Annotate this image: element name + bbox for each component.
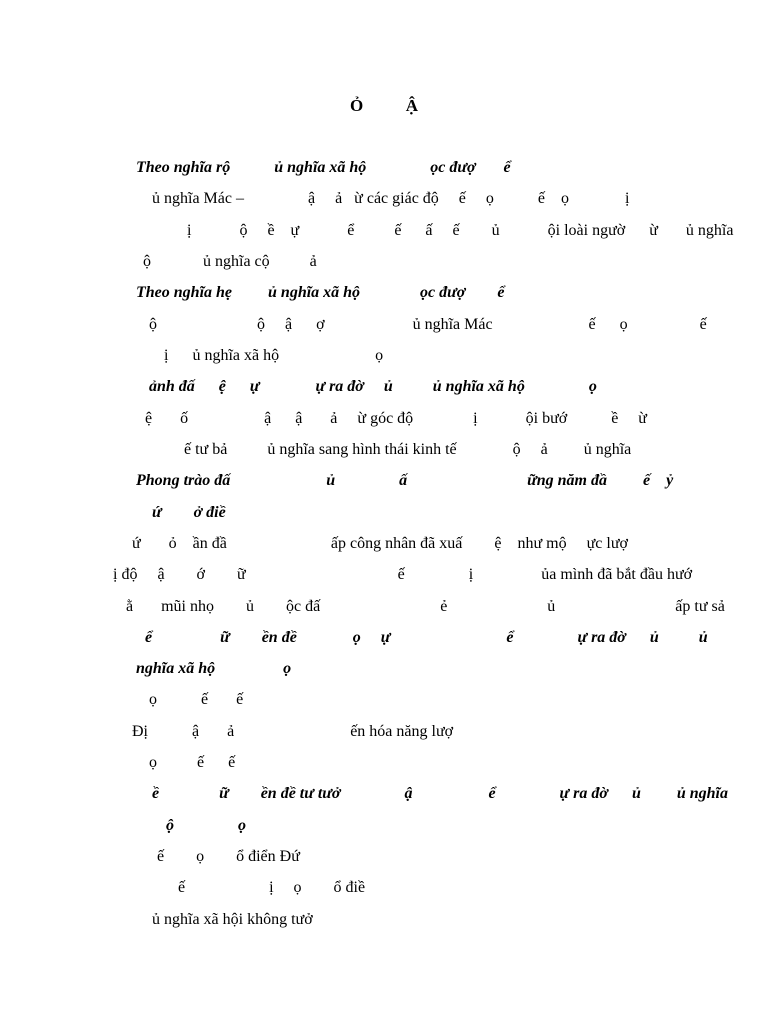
- paragraph-line: ằ mũi nhọ ủ ộc đấ ẻ ủ ấp tư sả: [126, 598, 725, 615]
- paragraph-line: ế ị ọ ổ điề: [178, 879, 366, 896]
- paragraph-line: ị độ ậ ớ ữ ế ị ủa mình đã bắt đầu hướ: [113, 566, 693, 583]
- paragraph-line: ủ nghĩa xã hội không tưở: [152, 911, 313, 928]
- paragraph-line: ộ ọ: [166, 817, 246, 834]
- paragraph-line: Theo nghĩa rộ ủ nghĩa xã hộ ọc đượ ể: [136, 159, 511, 176]
- paragraph-line: Đị ậ ả ến hóa năng lượ: [132, 723, 454, 740]
- paragraph-line: ế tư bả ủ nghĩa sang hình thái kinh tế ộ ả ủ nghĩa: [184, 441, 632, 458]
- paragraph-line: ị ộ ề ự ể ế ấ ế ủ ội loài ngườ ừ ủ nghĩa: [187, 222, 734, 239]
- paragraph-line: Phong trào đấ ủ ấ ững năm đầ ế ỷ: [136, 472, 674, 489]
- paragraph-line: ứ ở điề: [152, 504, 226, 521]
- paragraph-line: ọ ế ế: [149, 754, 236, 771]
- paragraph-line: Theo nghĩa hẹ ủ nghĩa xã hộ ọc đượ ể: [136, 284, 505, 301]
- paragraph-line: ệ ố ậ ậ ả ừ góc độ ị ội bướ ề ừ: [145, 410, 647, 427]
- paragraph-line: ế ọ ổ điển Đứ: [157, 848, 300, 865]
- paragraph-line: ọ ế ế: [149, 691, 244, 708]
- paragraph-line: ứ ỏ ần đầ ấp công nhân đã xuấ ệ như mộ ực lượ: [132, 535, 628, 552]
- paragraph-line: ủ nghĩa Mác – ậ ả ừ các giác độ ế ọ ế ọ ị: [152, 190, 630, 207]
- paragraph-line: ảnh đấ ệ ự ự ra đờ ủ ủ nghĩa xã hộ ọ: [149, 378, 597, 395]
- section-heading: Ỏ Ậ: [350, 96, 418, 115]
- paragraph-line: ể ữ ền đề ọ ự ể ự ra đờ ủ ủ: [145, 629, 708, 646]
- paragraph-line: ộ ộ ậ ợ ủ nghĩa Mác ế ọ ế: [149, 316, 707, 333]
- paragraph-line: ộ ủ nghĩa cộ ả: [143, 253, 317, 270]
- paragraph-line: ề ữ ền đề tư tưở ậ ể ự ra đờ ủ ủ nghĩa: [152, 785, 728, 802]
- paragraph-line: ị ủ nghĩa xã hộ ọ: [164, 347, 384, 364]
- paragraph-line: nghĩa xã hộ ọ: [136, 660, 292, 677]
